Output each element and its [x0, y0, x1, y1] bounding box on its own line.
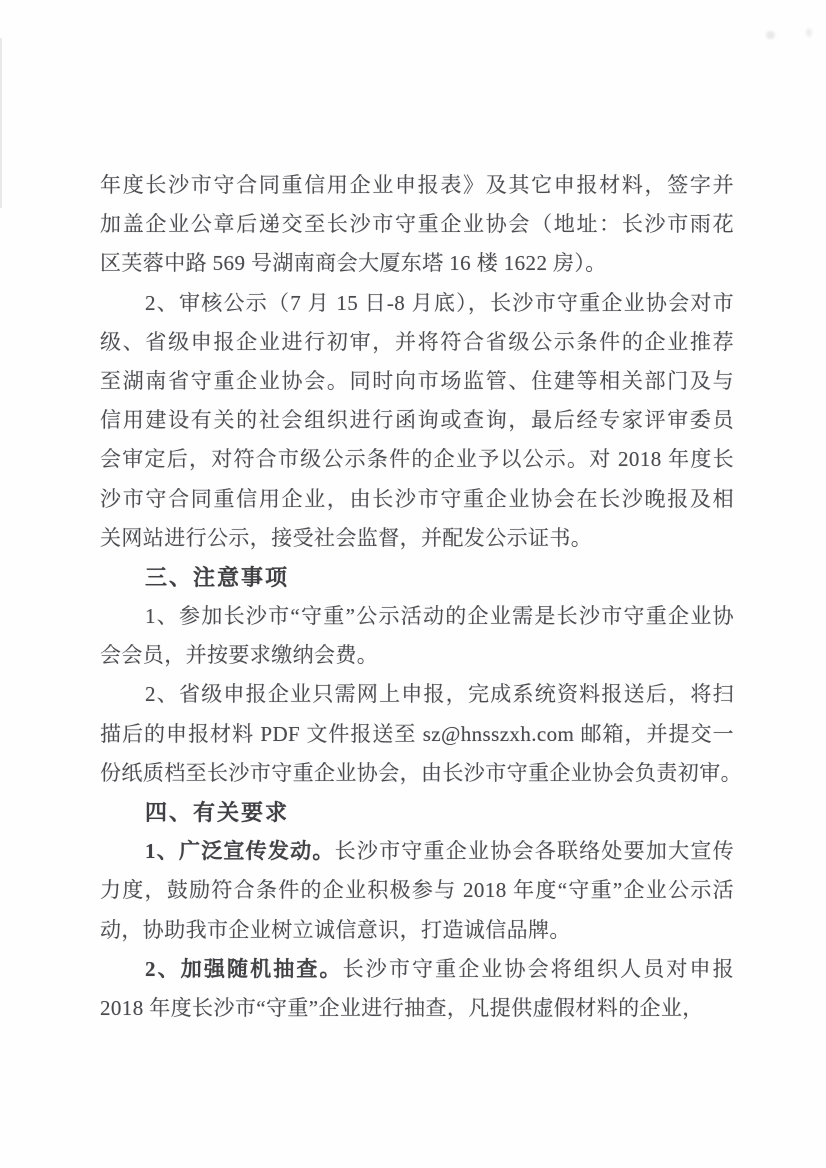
scan-edge-artifact: [0, 38, 2, 208]
text-line: 力度，鼓励符合条件的企业积极参与 2018 年度“守重”企业公示活: [100, 878, 734, 903]
text-line: 1、参加长沙市“守重”公示活动的企业需是长沙市守重企业协: [145, 604, 734, 629]
text-line: 2018 年度长沙市“守重”企业进行抽查，凡提供虚假材料的企业，: [100, 995, 704, 1020]
text-line: 信用建设有关的社会组织进行函询或查询，最后经专家评审委员: [100, 408, 734, 433]
text-line: 份纸质档至长沙市守重企业协会，由长沙市守重企业协会负责初审。: [100, 760, 742, 785]
section-heading: 三、注意事项: [145, 564, 290, 590]
bold-lead-in: 1、广泛宣传发动。: [145, 839, 335, 864]
text-line: 沙市守合同重信用企业，由长沙市守重企业协会在长沙晚报及相: [100, 486, 734, 511]
text-line: 会审定后，对符合市级公示条件的企业予以公示。对 2018 年度长: [100, 447, 734, 472]
document-lines: [100, 166, 742, 1028]
text-line: 年度长沙市守合同重信用企业申报表》及其它申报材料，签字并: [100, 173, 734, 197]
text-line: 区芙蓉中路 569 号湖南商会大厦东塔 16 楼 1622 房）。: [100, 251, 607, 276]
text-line: 2、加强随机抽查。长沙市守重企业协会将组织人员对申报: [145, 956, 734, 981]
section-heading: 四、有关要求: [145, 800, 290, 825]
text-line: 动，协助我市企业树立诚信意识，打造诚信品牌。: [100, 917, 571, 942]
scan-smudge: [766, 31, 775, 39]
text-line: 1、广泛宣传发动。长沙市守重企业协会各联络处要加大宣传: [145, 839, 734, 864]
text-line: 关网站进行公示，接受社会监督，并配发公示证书。: [100, 525, 593, 550]
text-line: 至湖南省守重企业协会。同时向市场监管、住建等相关部门及与: [100, 368, 734, 393]
text-line: 加盖企业公章后递交至长沙市守重企业协会（地址：长沙市雨花: [100, 212, 734, 237]
text-line: 会会员，并按要求缴纳会费。: [100, 643, 379, 668]
text-line: 2、省级申报企业只需网上申报，完成系统资料报送后，将扫: [145, 682, 734, 707]
bold-lead-in: 2、加强随机抽查。: [145, 956, 343, 981]
text-line: 2、审核公示（7 月 15 日-8 月底），长沙市守重企业协会对市: [145, 290, 734, 315]
scan-smudge: [806, 28, 812, 37]
text-line: 描后的申报材料 PDF 文件报送至 sz@hnsszxh.com 邮箱，并提交一: [100, 721, 734, 746]
text-line: 级、省级申报企业进行初审，并将符合省级公示条件的企业推荐: [100, 329, 734, 354]
